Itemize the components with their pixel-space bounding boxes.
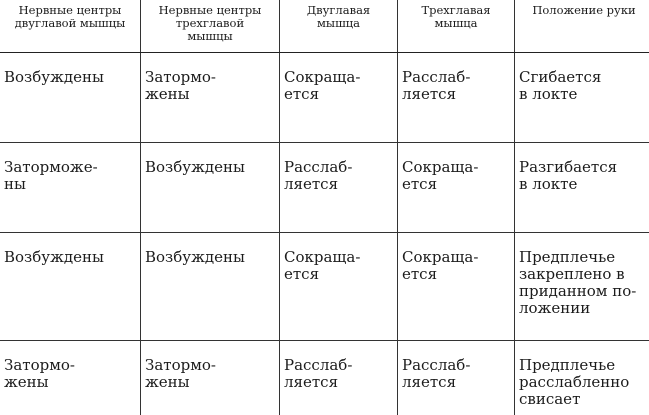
table-row bbox=[0, 53, 649, 143]
table-cell: Расслаб- ляется bbox=[280, 143, 398, 233]
table-cell: Расслаб- ляется bbox=[280, 341, 398, 415]
table-row bbox=[0, 143, 649, 233]
table-cell: Затормо- жены bbox=[0, 341, 141, 415]
header-row bbox=[0, 0, 649, 53]
table-cell: Затормо- жены bbox=[141, 53, 280, 143]
table-cell: Возбуждены bbox=[0, 53, 141, 143]
header-cell-arm-position: Положение руки bbox=[515, 0, 649, 53]
table-cell: Сокраща- ется bbox=[398, 233, 515, 341]
table-cell: Расслаб- ляется bbox=[398, 341, 515, 415]
header-cell-triceps: Трехглавая мышца bbox=[398, 0, 515, 53]
table-row bbox=[0, 233, 649, 341]
header-cell-biceps-centers: Нервные центры двуглавой мышцы bbox=[0, 0, 141, 53]
table-cell: Сокраща- ется bbox=[280, 233, 398, 341]
table-cell: Затормо- жены bbox=[141, 341, 280, 415]
table-cell: Заторможе- ны bbox=[0, 143, 141, 233]
table-cell: Сокраща- ется bbox=[398, 143, 515, 233]
header-cell-biceps: Двуглавая мышца bbox=[280, 0, 398, 53]
header-cell-triceps-centers: Нервные центры трехглавой мышцы bbox=[141, 0, 280, 53]
table-cell: Разгибается в локте bbox=[515, 143, 649, 233]
table-cell: Возбуждены bbox=[141, 233, 280, 341]
table-cell: Предплечье расслабленно свисает bbox=[515, 341, 649, 415]
table-cell: Сокраща- ется bbox=[280, 53, 398, 143]
table-row bbox=[0, 341, 649, 415]
table-cell: Возбуждены bbox=[141, 143, 280, 233]
table-cell: Расслаб- ляется bbox=[398, 53, 515, 143]
table-cell: Сгибается в локте bbox=[515, 53, 649, 143]
table-cell: Возбуждены bbox=[0, 233, 141, 341]
table-cell: Предплечье закреплено в приданном по- ложении bbox=[515, 233, 649, 341]
